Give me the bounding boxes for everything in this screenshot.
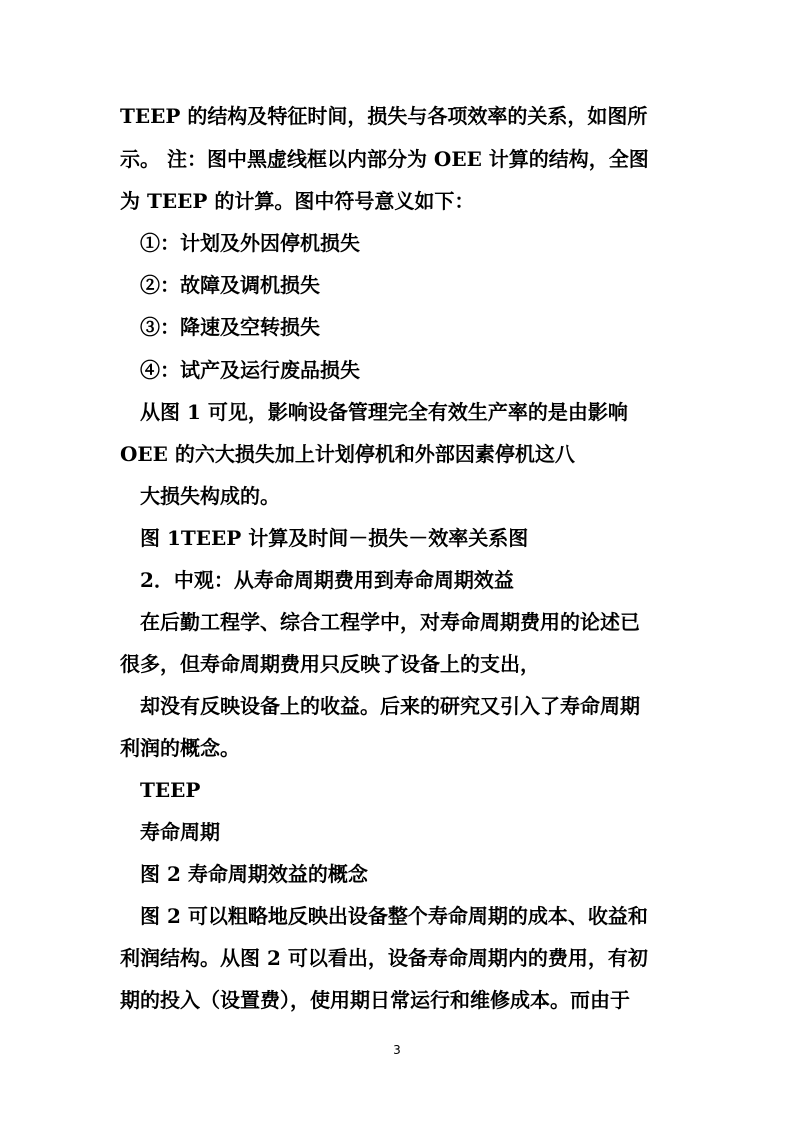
text-line-21: 利润结构。从图 2 可以看出，设备寿命周期内的费用，有初 [120,946,648,970]
text-line-2: 示。 注：图中黑虚线框以内部分为 OEE 计算的结构，全图 [120,147,649,171]
text-line-1: TEEP 的结构及特征时间，损失与各项效率的关系，如图所 [120,104,648,128]
text-line-20: 图 2 可以粗略地反映出设备整个寿命周期的成本、收益和 [140,904,648,928]
legend-item-3: ③：降速及空转损失 [140,315,320,339]
section-heading: 2．中观：从寿命周期费用到寿命周期效益 [140,568,514,592]
figure-caption-1: 图 1TEEP 计算及时间－损失－效率关系图 [140,526,529,550]
figure-label-teep: TEEP [140,778,201,802]
text-line-10: 大损失构成的。 [140,484,280,508]
legend-item-1: ①：计划及外因停机损失 [140,231,360,255]
figure-caption-2: 图 2 寿命周期效益的概念 [140,862,368,886]
text-line-3: 为 TEEP 的计算。图中符号意义如下： [120,189,475,213]
page-number: 3 [393,1043,401,1057]
text-line-8: 从图 1 可见，影响设备管理完全有效生产率的是由影响 [140,400,628,424]
legend-item-2: ②：故障及调机损失 [140,273,320,297]
legend-item-4: ④：试产及运行废品损失 [140,358,360,382]
text-line-15: 却没有反映设备上的收益。后来的研究又引入了寿命周期 [140,694,640,718]
text-line-22: 期的投入（设置费），使用期日常运行和维修成本。而由于 [120,988,630,1012]
text-line-13: 在后勤工程学、综合工程学中，对寿命周期费用的论述已 [140,610,640,634]
text-line-16: 利润的概念。 [120,736,240,760]
text-line-14: 很多，但寿命周期费用只反映了设备上的支出， [120,652,540,676]
figure-label-lifecycle: 寿命周期 [140,820,220,844]
text-line-9: OEE 的六大损失加上计划停机和外部因素停机这八 [120,442,575,466]
